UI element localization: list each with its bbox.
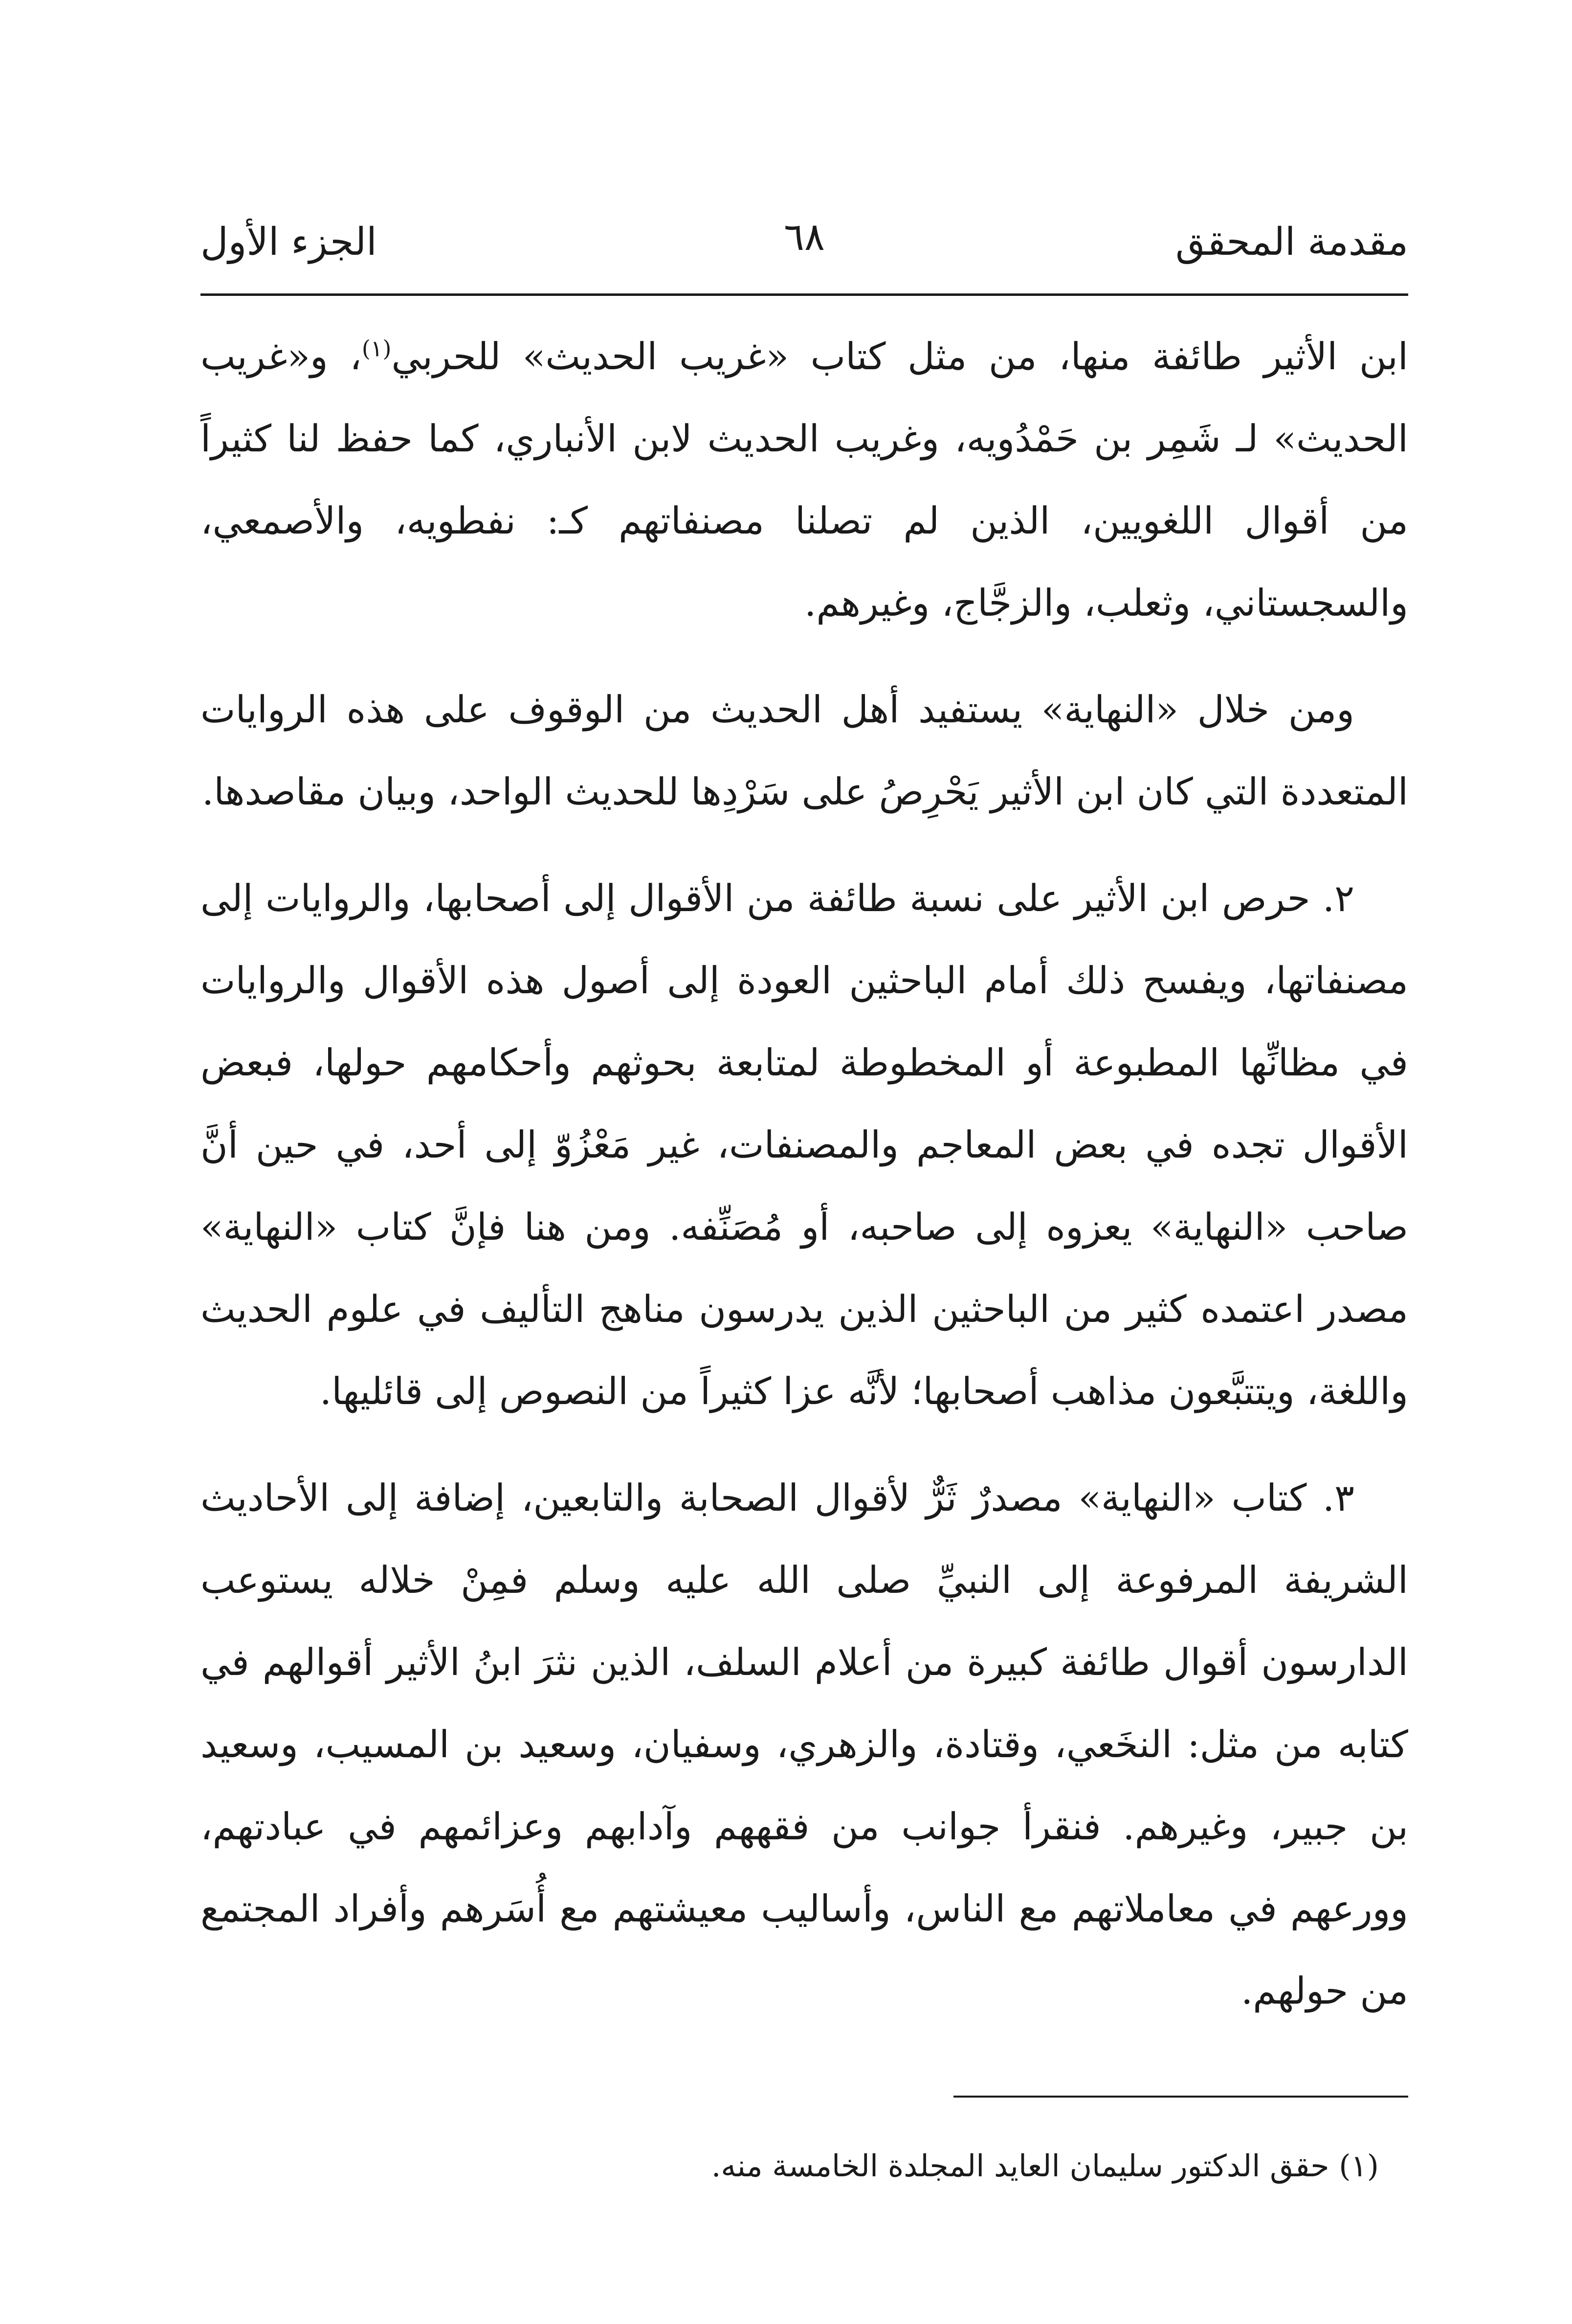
page-number: ٦٨	[784, 215, 825, 259]
body-text	[200, 315, 1408, 2032]
footnote: (١) حقق الدكتور سليمان العايد المجلدة الخامسة منه.	[711, 2148, 1379, 2184]
paragraph-1-text-a: ابن الأثير طائفة منها، من مثل كتاب «غريب الحديث» للحربي	[391, 335, 1408, 378]
footnote-divider	[953, 2096, 1408, 2098]
footnote-reference: (١)	[361, 335, 392, 362]
paragraph-1-text-b: ، و«غريب الحديث» لـ شَمِر بن حَمْدُويه، وغريب الحديث لابن الأنباري، كما حفظ لنا كثيراً من أقوال اللغويين، الذين لم تصلنا مصنفاتهم كـ: نفطويه، والأصمعي، والسجستاني، وثعلب، والزجَّاج، وغيرهم.	[200, 335, 1408, 625]
page-header	[200, 186, 1408, 296]
volume-label: الجزء الأول	[200, 220, 377, 264]
paragraph-1	[200, 315, 1408, 644]
book-page	[200, 186, 1408, 2240]
paragraph-2: ومن خلال «النهاية» يستفيد أهل الحديث من الوقوف على هذه الروايات المتعددة التي كان ابن الأثير يَحْرِصُ على سَرْدِها للحديث الواحد، وبيان مقاصدها.	[200, 688, 1408, 813]
paragraph-3: ٢. حرص ابن الأثير على نسبة طائفة من الأقوال إلى أصحابها، والروايات إلى مصنفاتها، ويفسح ذلك أمام الباحثين العودة إلى أصول هذه الأقوال والروايات في مظانِّها المطبوعة أو المخطوطة لمتابعة بحوثهم وأحكامهم حولها، فبعض الأقوال تجده في بعض المعاجم والمصنفات، غير مَعْزُوّ إلى أحد، في حين أنَّ صاحب «النهاية» يعزوه إلى صاحبه، أو مُصَنِّفه. ومن هنا فإنَّ كتاب «النهاية» مصدر اعتمده كثير من الباحثين الذين يدرسون مناهج التأليف في علوم الحديث واللغة، ويتتبَّعون مذاهب أصحابها؛ لأنَّه عزا كثيراً من النصوص إلى قائليها.	[200, 876, 1409, 1413]
section-title: مقدمة المحقق	[1175, 220, 1408, 264]
paragraph-4: ٣. كتاب «النهاية» مصدرٌ ثَرٌّ لأقوال الصحابة والتابعين، إضافة إلى الأحاديث الشريفة المرفوعة إلى النبيِّ صلى الله عليه وسلم فمِنْ خلاله يستوعب الدارسون أقوال طائفة كبيرة من أعلام السلف، الذين نثرَ ابنُ الأثير أقوالهم في كتابه من مثل: النخَعي، وقتادة، والزهري، وسفيان، وسعيد بن المسيب، وسعيد بن جبير، وغيرهم. فنقرأ جوانب من فقههم وآدابهم وعزائمهم في عبادتهم، وورعهم في معاملاتهم مع الناس، وأساليب معيشتهم مع أُسَرهم وأفراد المجتمع من حولهم.	[200, 1476, 1408, 2012]
